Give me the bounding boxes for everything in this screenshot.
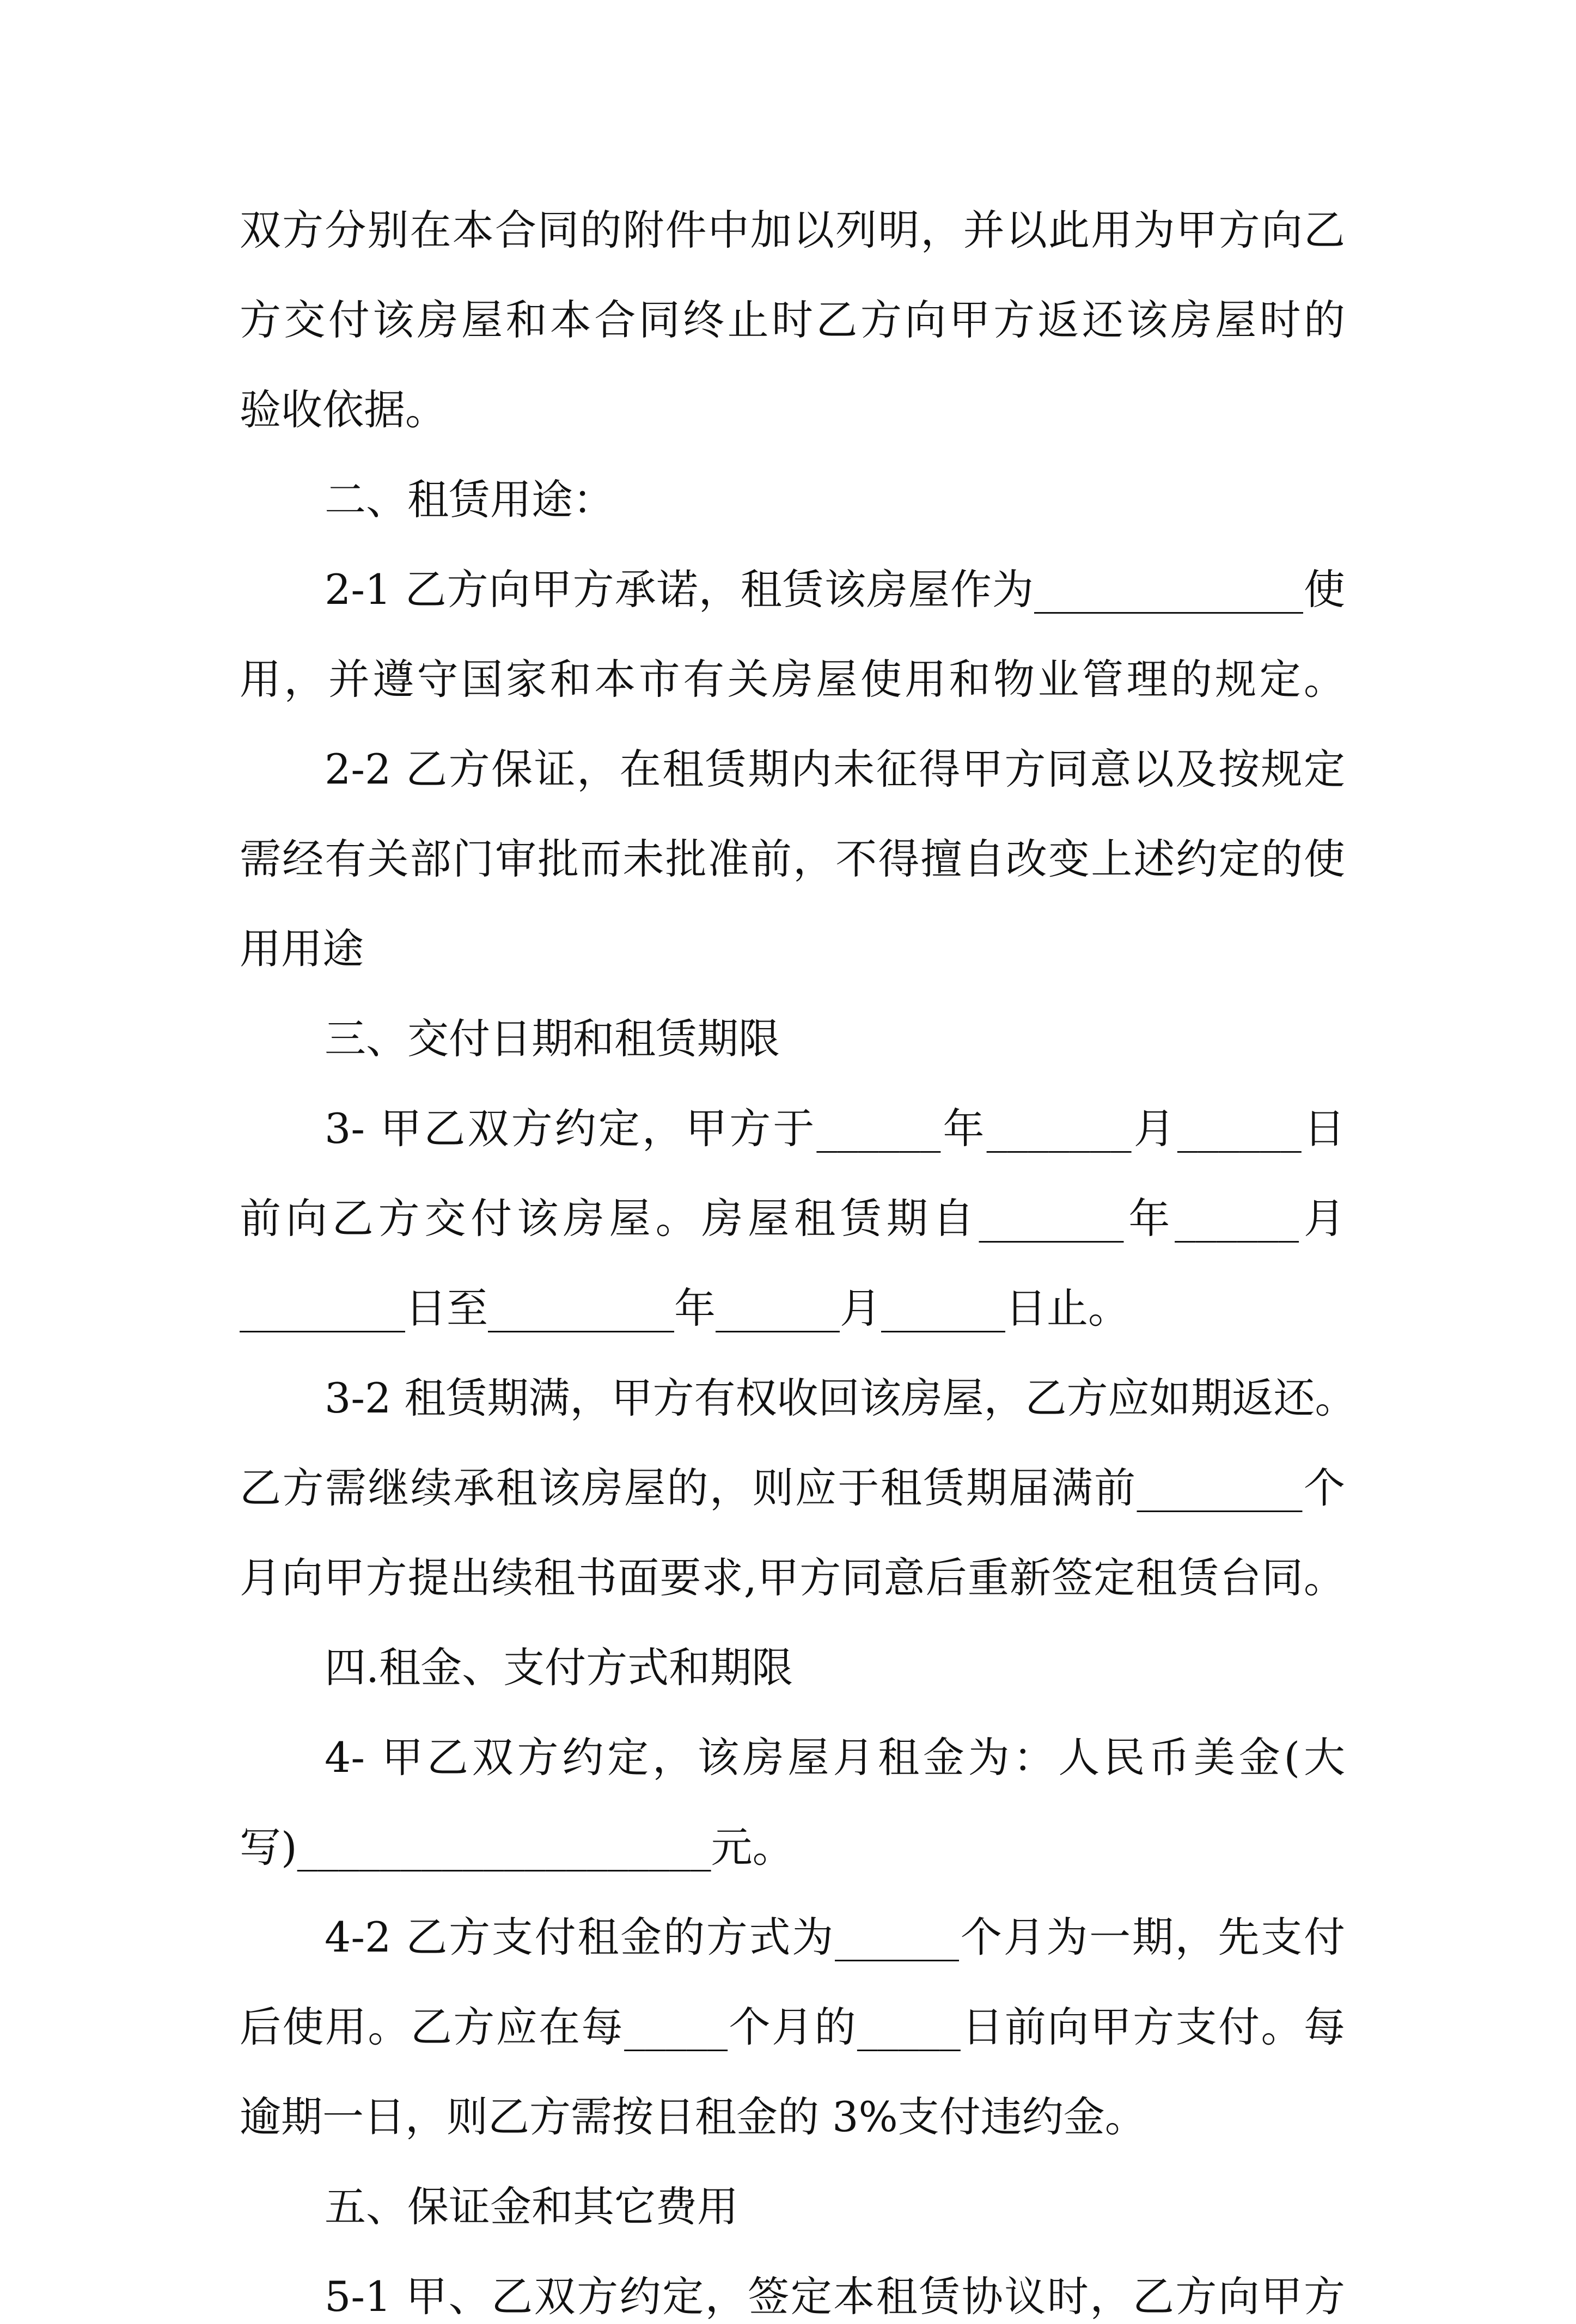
text-line: 用，并遵守国家和本市有关房屋使用和物业管理的规定。 bbox=[240, 655, 1345, 704]
text-line: 2-1 乙方向甲方承诺，租赁该房屋作为_____________使 bbox=[325, 565, 1345, 614]
text-line: 用用途 bbox=[240, 925, 364, 973]
section-heading: 三、交付日期和租赁期限 bbox=[325, 1014, 780, 1063]
text-line: 4-2 乙方支付租金的方式为______个月为一期，先支付 bbox=[325, 1913, 1345, 1961]
text-line: 4- 甲乙双方约定，该房屋月租金为：人民币美金(大 bbox=[325, 1733, 1345, 1782]
text-line: 需经有关部门审批而未批准前，不得擅自改变上述约定的使 bbox=[240, 835, 1345, 883]
text-line: 月向甲方提出续租书面要求,甲方同意后重新签定租赁台同。 bbox=[240, 1554, 1345, 1602]
section-heading: 二、租赁用途： bbox=[325, 475, 614, 524]
text-line: ________日至_________年______月______日止。 bbox=[240, 1284, 1129, 1332]
text-line: 3- 甲乙双方约定，甲方于______年_______月______日 bbox=[325, 1104, 1345, 1153]
text-line: 方交付该房屋和本合同终止时乙方向甲方返还该房屋时的 bbox=[240, 296, 1345, 344]
text-line: 乙方需继续承租该房屋的，则应于租赁期届满前________个 bbox=[240, 1464, 1345, 1512]
text-line: 双方分别在本合同的附件中加以列明，并以此用为甲方向乙 bbox=[240, 206, 1345, 254]
text-line: 3-2 租赁期满，甲方有权收回该房屋，乙方应如期返还。 bbox=[325, 1374, 1357, 1422]
section-heading: 五、保证金和其它费用 bbox=[325, 2182, 738, 2231]
text-line: 后使用。乙方应在每_____个月的_____日前向甲方支付。每 bbox=[240, 2003, 1345, 2051]
text-line: 5-1 甲、乙双方约定，签定本租赁协议时，乙方向甲方 bbox=[325, 2272, 1345, 2321]
text-line: 写)____________________元。 bbox=[240, 1823, 794, 1872]
section-heading: 四.租金、支付方式和期限 bbox=[325, 1643, 793, 1692]
text-line: 验收依据。 bbox=[240, 386, 447, 434]
text-line: 逾期一日，则乙方需按日租金的 3%支付违约金。 bbox=[240, 2093, 1146, 2141]
text-line: 2-2 乙方保证，在租赁期内未征得甲方同意以及按规定 bbox=[325, 745, 1345, 793]
text-line: 前向乙方交付该房屋。房屋租赁期自_______年______月 bbox=[240, 1194, 1345, 1243]
